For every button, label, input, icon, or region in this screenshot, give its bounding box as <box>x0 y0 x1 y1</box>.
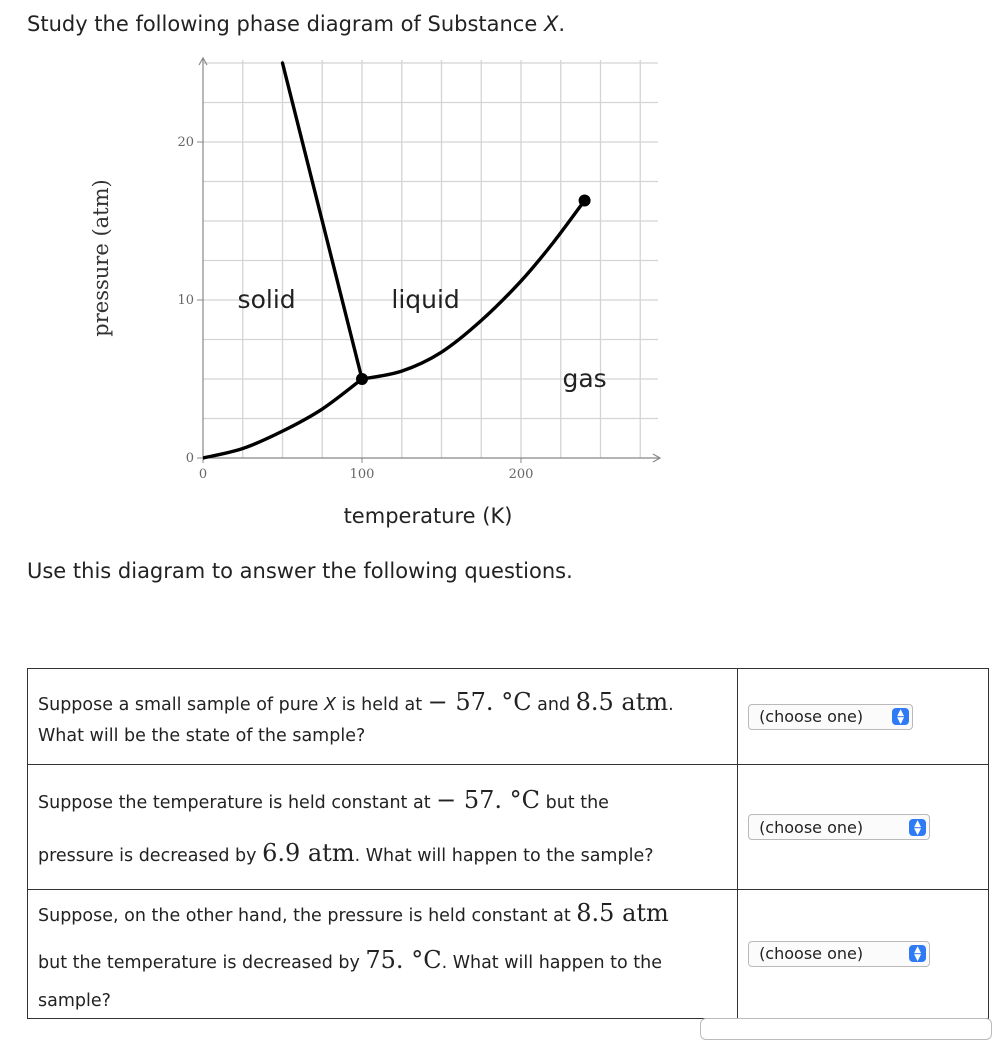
chevron-updown-icon: ▲ ▼ <box>909 945 926 962</box>
region-label-solid: solid <box>237 285 296 314</box>
intro-text: Study the following phase diagram of Substance X. <box>27 12 566 36</box>
instruction-text: Use this diagram to answer the following questions. <box>27 559 573 583</box>
question-row-3 <box>28 890 989 1019</box>
critical-point <box>579 194 591 206</box>
answer-cell-1 <box>738 669 989 765</box>
y-tick-label: 10 <box>177 293 194 308</box>
substance-var: X <box>543 12 559 36</box>
answer-select-3[interactable]: (choose one) ▲ ▼ <box>748 941 930 967</box>
region-label-gas: gas <box>562 364 607 393</box>
chevron-updown-icon: ▲ ▼ <box>892 708 909 725</box>
y-axis-label: pressure (atm) <box>89 179 113 337</box>
tick-labels <box>177 135 533 482</box>
question-2: Suppose the temperature is held constant at − 57. °C but the pressure is decreased by 6.9 atm. What will happen to the sample? <box>28 765 738 890</box>
answer-select-2[interactable]: (choose one) ▲ ▼ <box>748 814 930 840</box>
x-tick-label: 0 <box>198 467 208 482</box>
x-axis-label: temperature (K) <box>343 504 513 528</box>
grid <box>203 60 658 458</box>
x-tick-label: 100 <box>349 467 375 482</box>
y-tick-label: 0 <box>185 451 194 466</box>
x-tick-label: 200 <box>508 467 534 482</box>
question-1: Suppose a small sample of pure X is held at − 57. °C and 8.5 atm. What will be the state of the sample? <box>28 669 738 765</box>
answer-cell-2 <box>738 765 989 890</box>
answer-cell-3 <box>738 890 989 1019</box>
region-label-liquid: liquid <box>391 285 460 314</box>
questions-table <box>27 668 989 1019</box>
question-3: Suppose, on the other hand, the pressure is held constant at 8.5 atm but the temperature is decreased by 75. °C. What will happen to the sample? <box>28 890 738 1019</box>
triple-point <box>356 373 368 385</box>
question-row-2 <box>28 765 989 890</box>
question-row-1 <box>28 669 989 765</box>
chevron-updown-icon: ▲ ▼ <box>909 819 926 836</box>
partial-panel-edge <box>700 1018 992 1040</box>
y-tick-label: 20 <box>177 135 194 150</box>
answer-select-1[interactable]: (choose one) ▲ ▼ <box>748 704 913 730</box>
